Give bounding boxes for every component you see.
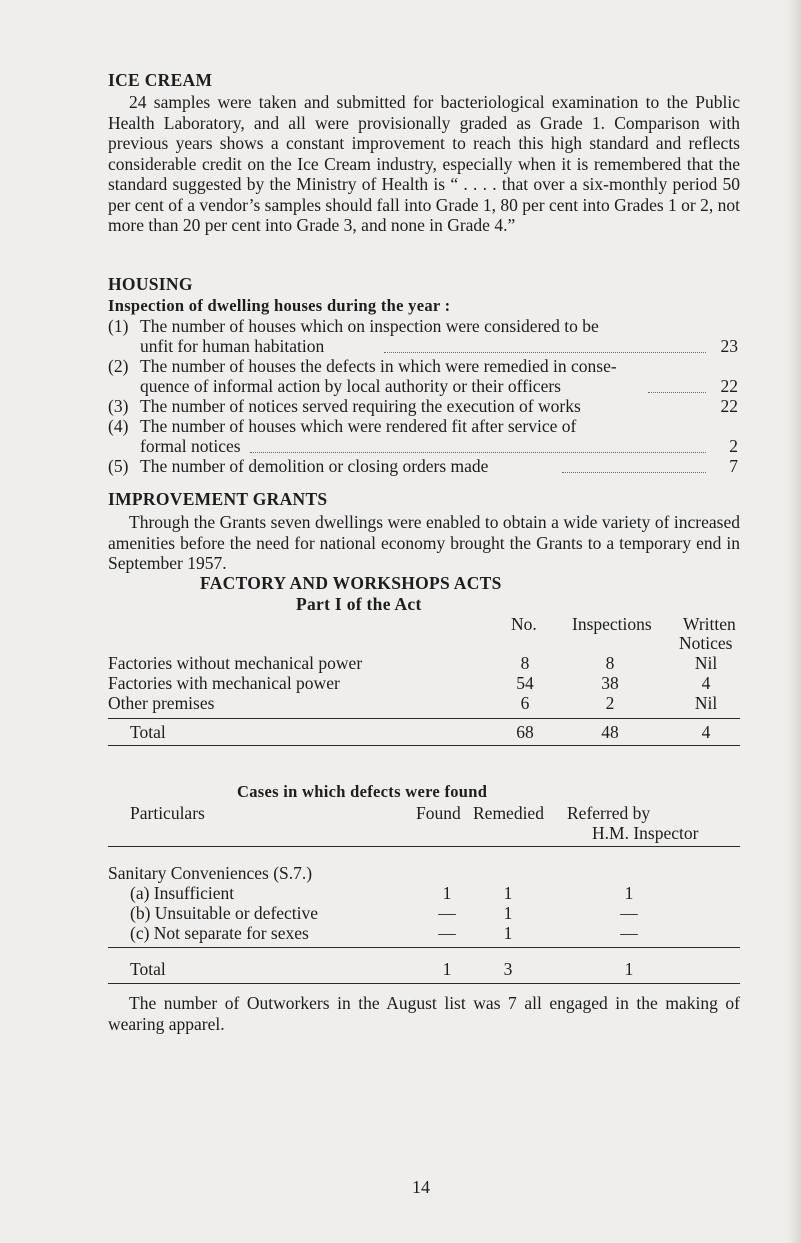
- header-remedied: Remedied: [473, 803, 544, 823]
- defects-group-label: Sanitary Conveniences (S.7.): [108, 863, 313, 883]
- item-value: 22: [720, 376, 738, 396]
- factory-acts-subtitle: Part I of the Act: [296, 594, 422, 614]
- row-label: (b) Unsuitable or defective: [130, 903, 319, 923]
- total-remedied: 3: [503, 959, 513, 979]
- row-notices: Nil: [694, 693, 718, 713]
- item-number: (2): [108, 356, 129, 376]
- item-value: 22: [720, 396, 738, 416]
- row-remedied: 1: [503, 883, 513, 903]
- row-found: —: [438, 903, 456, 923]
- defects-title: Cases in which defects were found: [237, 782, 488, 801]
- table-rule: [108, 983, 740, 984]
- item-value: 7: [729, 456, 738, 476]
- header-notices: Notices: [679, 633, 733, 653]
- page-edge-shadow: [787, 0, 801, 1243]
- ice-cream-paragraph: 24 samples were taken and submitted for bacteriological examination to the Public Health Laboratory, and all were provisionally graded as Grade 1. Comparison with previous years shows a constant improvement to reach this high standard and reflects considerable credit on the Ice Cream industry, especially when it is remembered that the standard suggested by the Ministry of Health is “ . . . . that over a six-monthly period 50 per cent of a vendor’s samples should fall into Grade 1, 80 per cent into Grades 1 or 2, not more than 20 per cent into Grade 3, and none in Grade 4.”: [108, 92, 740, 235]
- row-label: Factories without mechanical power: [108, 653, 363, 673]
- row-notices: 4: [701, 673, 711, 693]
- row-found: —: [438, 923, 456, 943]
- improvement-grants-heading: IMPROVEMENT GRANTS: [108, 489, 328, 509]
- header-found: Found: [416, 803, 461, 823]
- housing-heading: HOUSING: [108, 274, 193, 294]
- table-rule: [108, 745, 740, 746]
- factory-acts-title: FACTORY AND WORKSHOPS ACTS: [200, 573, 502, 593]
- leader-dots: [384, 340, 706, 353]
- page-number: 14: [412, 1177, 430, 1197]
- row-no: 54: [516, 673, 534, 693]
- row-label: Other premises: [108, 693, 215, 713]
- leader-dots: [562, 460, 706, 473]
- row-notices: Nil: [694, 653, 718, 673]
- total-notices: 4: [701, 722, 711, 742]
- item-text-continued: quence of informal action by local authority or their officers: [140, 376, 561, 396]
- leader-dots: [648, 380, 706, 393]
- row-inspections: 38: [601, 673, 619, 693]
- row-inspections: 8: [605, 653, 615, 673]
- item-number: (5): [108, 456, 129, 476]
- row-referred: —: [620, 923, 638, 943]
- row-label: (c) Not separate for sexes: [130, 923, 309, 943]
- item-text: The number of houses which on inspection were considered to be: [140, 316, 599, 336]
- total-label: Total: [130, 722, 166, 742]
- row-no: 6: [520, 693, 530, 713]
- item-text: The number of houses which were rendered fit after service of: [140, 416, 577, 436]
- row-inspections: 2: [605, 693, 615, 713]
- item-value: 23: [720, 336, 738, 356]
- table-rule: [108, 718, 740, 719]
- header-inspections: Inspections: [572, 614, 652, 634]
- header-particulars: Particulars: [130, 803, 205, 823]
- total-referred: 1: [624, 959, 634, 979]
- total-inspections: 48: [601, 722, 619, 742]
- row-remedied: 1: [503, 903, 513, 923]
- improvement-grants-paragraph: Through the Grants seven dwellings were enabled to obtain a wide variety of increased amenities before the need for national economy brought the Grants to a temporary end in September 1957.: [108, 512, 740, 573]
- row-remedied: 1: [503, 923, 513, 943]
- row-label: (a) Insufficient: [130, 883, 235, 903]
- total-found: 1: [442, 959, 452, 979]
- row-found: 1: [442, 883, 452, 903]
- leader-dots: [250, 440, 706, 453]
- header-referred: Referred by: [567, 803, 651, 823]
- row-referred: 1: [624, 883, 634, 903]
- item-text-continued: formal notices: [140, 436, 241, 456]
- item-number: (4): [108, 416, 129, 436]
- ice-cream-heading: ICE CREAM: [108, 70, 213, 90]
- item-number: (1): [108, 316, 129, 336]
- header-no: No.: [511, 614, 537, 634]
- housing-subheading: Inspection of dwelling houses during the year :: [108, 296, 451, 315]
- item-value: 2: [729, 436, 738, 456]
- item-text: The number of houses the defects in which were remedied in conse-: [140, 356, 617, 376]
- total-no: 68: [516, 722, 534, 742]
- item-text-continued: unfit for human habitation: [140, 336, 325, 356]
- outworkers-paragraph: The number of Outworkers in the August list was 7 all engaged in the making of wearing apparel.: [108, 993, 740, 1034]
- total-label: Total: [130, 959, 166, 979]
- header-written: Written: [683, 614, 736, 634]
- row-no: 8: [520, 653, 530, 673]
- table-rule: [108, 846, 740, 847]
- item-text: The number of demolition or closing orders made: [140, 456, 489, 476]
- item-number: (3): [108, 396, 129, 416]
- row-referred: —: [620, 903, 638, 923]
- header-hm-inspector: H.M. Inspector: [592, 823, 699, 843]
- table-rule: [108, 947, 740, 948]
- item-text: The number of notices served requiring the execution of works: [140, 396, 581, 416]
- row-label: Factories with mechanical power: [108, 673, 340, 693]
